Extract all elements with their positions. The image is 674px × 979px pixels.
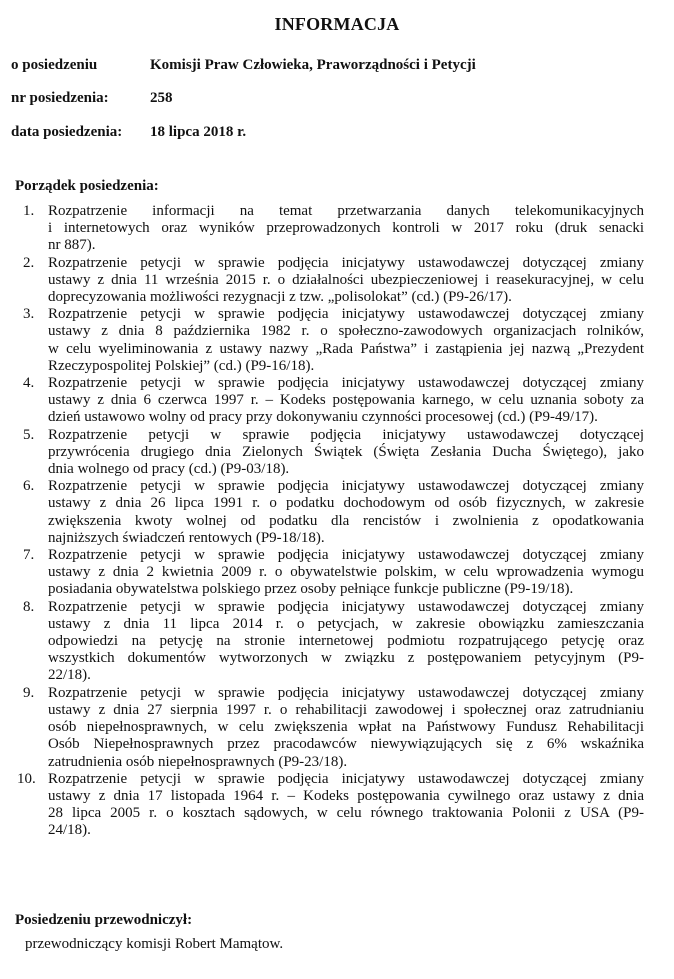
agenda-item	[0, 547, 674, 599]
meta-label: nr posiedzenia:	[11, 90, 109, 106]
meta-value: Komisji Praw Człowieka, Praworządności i Petycji	[150, 57, 476, 73]
agenda-item	[0, 771, 674, 840]
agenda-item-number: 3.	[23, 306, 35, 323]
agenda-item-number: 7.	[23, 547, 35, 564]
agenda-list	[0, 203, 674, 840]
agenda-item-text	[48, 478, 644, 547]
agenda-item-number: 2.	[23, 254, 35, 271]
agenda-item-line: i internetowych oraz wyników przeprowadzonych kontroli w 2017 roku (druk senacki	[48, 220, 644, 237]
agenda-item-line: przywrócenia drugiego dnia Zielonych Świątek (Święta Zesłania Ducha Świętego), jako	[48, 443, 644, 460]
agenda-item-text	[48, 547, 644, 599]
agenda-item-text	[48, 306, 644, 375]
agenda-item-line: ustawy z dnia 26 lipca 1991 r. o podatku dochodowym od osób fizycznych, w zakresie	[48, 495, 644, 512]
agenda-item-number: 10.	[17, 770, 36, 787]
agenda-item-line: dnia wolnego od pracy (cd.) (P9-03/18).	[48, 461, 290, 478]
meta-value: 18 lipca 2018 r.	[150, 124, 247, 140]
agenda-item-line: posiadania obywatelstwa polskiego przez osoby pełniące funkcje publiczne (P9-19/18).	[48, 581, 574, 598]
agenda-item-line: zwiększenia kwoty wolnej od podatku dla rencistów i zwolnienia z opodatkowania	[48, 512, 644, 529]
agenda-item-line: 24/18).	[48, 822, 91, 839]
agenda-item-line: wszystkich dokumentów wytworzonych w związku z postępowaniem petycyjnym (P9-	[48, 650, 644, 667]
agenda-item-line: nr 887).	[48, 237, 96, 254]
agenda-item	[0, 478, 674, 547]
agenda-item-number: 9.	[23, 684, 35, 701]
document-title: INFORMACJA	[274, 14, 400, 34]
agenda-item-number: 1.	[23, 203, 35, 219]
agenda-item-line: Rozpatrzenie petycji w sprawie podjęcia inicjatywy ustawodawczej dotyczącej zmiany	[48, 684, 644, 701]
agenda-item-line: Rzeczypospolitej Polskiej” (cd.) (P9-16/18).	[48, 357, 315, 374]
agenda-item-line: Rozpatrzenie petycji w sprawie podjęcia inicjatywy ustawodawczej dotyczącej zmiany	[48, 254, 644, 271]
agenda-item-number: 4.	[23, 375, 35, 392]
agenda-item-line: Rozpatrzenie petycji w sprawie podjęcia inicjatywy ustawodawczej dotyczącej	[48, 426, 644, 443]
agenda-item	[0, 306, 674, 375]
agenda-item	[0, 255, 674, 307]
agenda-heading: Porządek posiedzenia:	[15, 178, 159, 194]
agenda-item-text	[48, 255, 644, 307]
meta-label: o posiedzeniu	[11, 57, 98, 73]
agenda-item-line: ustawy z dnia 8 października 1982 r. o społeczno-zawodowych organizacjach rolników,	[48, 323, 644, 340]
agenda-item-line: Rozpatrzenie petycji w sprawie podjęcia inicjatywy ustawodawczej dotyczącej zmiany	[48, 375, 644, 392]
agenda-item-text	[48, 427, 644, 479]
agenda-item-line: Rozpatrzenie petycji w sprawie podjęcia inicjatywy ustawodawczej dotyczącej zmiany	[48, 478, 644, 495]
agenda-item-line: Rozpatrzenie informacji na temat przetwarzania danych telekomunikacyjnych	[48, 203, 644, 219]
agenda-item-line: ustawy z dnia 2 kwietnia 2009 r. o obywatelstwie polskim, w celu wprowadzenia wymogu	[48, 564, 644, 581]
agenda-item-number: 5.	[23, 426, 35, 443]
agenda-item	[0, 203, 674, 255]
agenda-item-text	[48, 203, 644, 255]
agenda-item-line: w celu wyeliminowania z ustawy nazwy „Rada Państwa” i zastąpienia jej nazwą „Prezydent	[48, 340, 644, 357]
agenda-item-text	[48, 771, 644, 840]
agenda-item	[0, 427, 674, 479]
agenda-item-line: ustawy z dnia 6 czerwca 1997 r. – Kodeks postępowania karnego, w celu uznania soboty za	[48, 392, 644, 409]
agenda-item	[0, 599, 674, 685]
agenda-item-line: ustawy z dnia 17 listopada 1964 r. – Kodeks postępowania cywilnego oraz ustawy z dnia	[48, 787, 644, 804]
agenda-item-line: doprecyzowania możliwości rezygnacji z tzw. „polisolokat” (cd.) (P9-26/17).	[48, 289, 512, 306]
agenda-item-line: 28 lipca 2005 r. o kosztach sądowych, w celu równego traktowania Polonii z USA (P9-	[48, 805, 644, 822]
agenda-item-line: Rozpatrzenie petycji w sprawie podjęcia inicjatywy ustawodawczej dotyczącej zmiany	[48, 306, 644, 323]
agenda-item-line: zatrudnienia osób niepełnosprawnych (P9-23/18).	[48, 753, 348, 770]
chair-text: przewodniczący komisji Robert Mamątow.	[25, 936, 284, 952]
agenda-item-line: Rozpatrzenie petycji w sprawie podjęcia inicjatywy ustawodawczej dotyczącej zmiany	[48, 770, 644, 787]
agenda-item-line: osób niepełnosprawnych, w celu zwiększenia wpłat na Państwowy Fundusz Rehabilitacji	[48, 719, 644, 736]
agenda-item-line: ustawy z dnia 11 września 2015 r. o działalności ubezpieczeniowej i reasekuracyjnej, w celu	[48, 271, 644, 288]
agenda-item-text	[48, 375, 644, 427]
agenda-item-text	[48, 685, 644, 771]
agenda-item-line: Rozpatrzenie petycji w sprawie podjęcia inicjatywy ustawodawczej dotyczącej zmiany	[48, 598, 644, 615]
agenda-item-line: Osób Niepełnosprawnych przez pracodawców niewywiązujących się z 6% wskaźnika	[48, 736, 644, 753]
agenda-item-number: 6.	[23, 478, 35, 495]
meta-value: 258	[150, 90, 173, 106]
agenda-item-line: Rozpatrzenie petycji w sprawie podjęcia inicjatywy ustawodawczej dotyczącej zmiany	[48, 547, 644, 564]
meta-label: data posiedzenia:	[11, 124, 123, 140]
chair-heading: Posiedzeniu przewodniczył:	[15, 912, 193, 928]
agenda-item-line: odpowiedzi na petycję na stronie internetowej podmiotu rozpatrującego petycję oraz	[48, 633, 644, 650]
agenda-item	[0, 685, 674, 771]
agenda-item-line: najniższych świadczeń rentowych (P9-18/18).	[48, 529, 325, 546]
agenda-item-line: dzień ustawowo wolny od pracy przy dokonywaniu czynności procesowej (cd.) (P9-49/17).	[48, 409, 598, 426]
agenda-item-number: 8.	[23, 598, 35, 615]
agenda-item-line: ustawy z dnia 11 lipca 2014 r. o petycjach, w zakresie obowiązku zamieszczania	[48, 615, 644, 632]
agenda-item-line: 22/18).	[48, 667, 91, 684]
agenda-item	[0, 375, 674, 427]
agenda-item-text	[48, 599, 644, 685]
agenda-item-line: ustawy z dnia 27 sierpnia 1997 r. o rehabilitacji zawodowej i społecznej oraz zatrudnianiu	[48, 701, 644, 718]
